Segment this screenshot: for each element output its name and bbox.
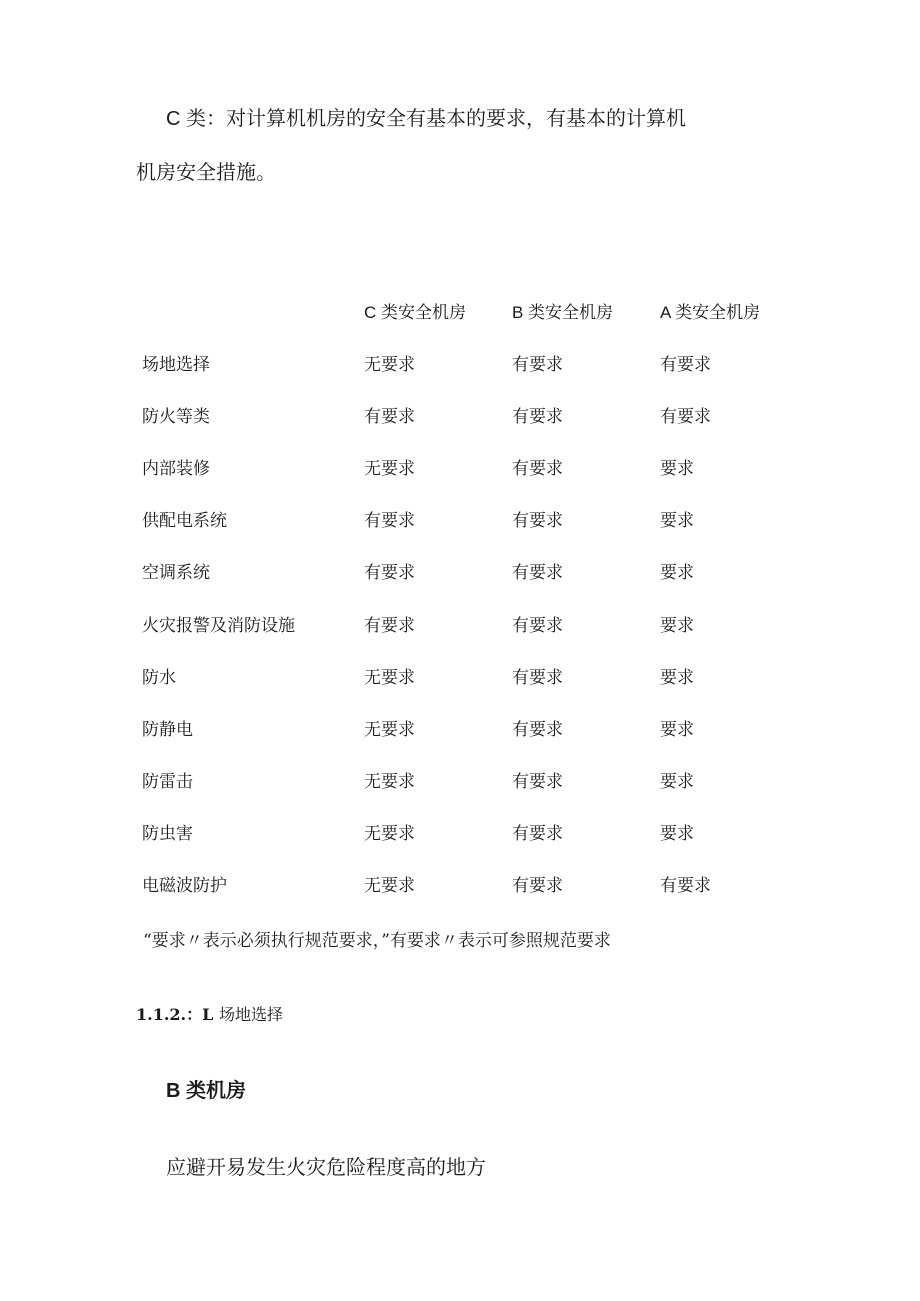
intro-line-1: C 类：对计算机机房的安全有基本的要求，有基本的计算机 bbox=[166, 108, 686, 130]
row-label: 防雷击 bbox=[142, 772, 193, 793]
row-label: 防火等类 bbox=[142, 406, 210, 427]
row-label: 电磁波防护 bbox=[142, 876, 227, 897]
table-header-cell bbox=[135, 284, 364, 336]
table-cell: 无要求 bbox=[364, 458, 415, 479]
intro-line-2: 机房安全措施。 bbox=[136, 162, 276, 184]
requirements-table bbox=[135, 284, 800, 910]
table-cell: 有要求 bbox=[512, 667, 563, 688]
table-row bbox=[135, 806, 800, 858]
row-label: 火灾报警及消防设施 bbox=[142, 615, 295, 636]
table-row bbox=[135, 754, 800, 806]
table-row bbox=[135, 701, 800, 753]
table-cell: 要求 bbox=[660, 667, 694, 688]
section-heading bbox=[136, 1002, 283, 1025]
table-row bbox=[135, 597, 800, 649]
table-header-row bbox=[135, 284, 800, 336]
table-cell: 要求 bbox=[660, 772, 694, 793]
table-cell: 有要求 bbox=[660, 354, 711, 375]
intro-paragraph bbox=[136, 92, 756, 200]
table-cell: 有要求 bbox=[512, 772, 563, 793]
table-cell: 有要求 bbox=[364, 511, 415, 532]
table-cell: 有要求 bbox=[660, 406, 711, 427]
row-label: 防静电 bbox=[142, 719, 193, 740]
table-cell: 有要求 bbox=[660, 876, 711, 897]
table-cell: 有要求 bbox=[512, 511, 563, 532]
table-cell: 有要求 bbox=[512, 406, 563, 427]
table-cell: 要求 bbox=[660, 824, 694, 845]
table-cell: 有要求 bbox=[512, 615, 563, 636]
table-cell: 有要求 bbox=[364, 615, 415, 636]
table-header-cell: C 类安全机房 bbox=[364, 302, 466, 322]
table-row bbox=[135, 545, 800, 597]
table-cell: 无要求 bbox=[364, 667, 415, 688]
table-row bbox=[135, 440, 800, 492]
row-label: 防虫害 bbox=[142, 824, 193, 845]
table-cell: 无要求 bbox=[364, 354, 415, 375]
row-label: 场地选择 bbox=[142, 354, 210, 375]
table-cell: 有要求 bbox=[512, 719, 563, 740]
table-row bbox=[135, 493, 800, 545]
table-row bbox=[135, 649, 800, 701]
table-footnote: “要求〃表示必须执行规范要求，”有要求〃表示可参照规范要求 bbox=[143, 931, 611, 951]
table-header-cell: B 类安全机房 bbox=[512, 302, 614, 322]
table-cell: 要求 bbox=[660, 511, 694, 532]
table-cell: 有要求 bbox=[512, 354, 563, 375]
row-label: 防水 bbox=[142, 667, 176, 688]
table-row bbox=[135, 388, 800, 440]
subsection-heading: B 类机房 bbox=[166, 1080, 246, 1102]
table-cell: 无要求 bbox=[364, 876, 415, 897]
table-row bbox=[135, 858, 800, 910]
row-label: 内部装修 bbox=[142, 458, 210, 479]
row-label: 空调系统 bbox=[142, 563, 210, 584]
table-cell: 有要求 bbox=[512, 458, 563, 479]
section-number: 1.1.2.：L bbox=[136, 1005, 214, 1024]
table-row bbox=[135, 336, 800, 388]
table-cell: 要求 bbox=[660, 563, 694, 584]
body-paragraph: 应避开易发生火灾危险程度高的地方 bbox=[166, 1157, 486, 1179]
table-header-cell: A 类安全机房 bbox=[660, 302, 761, 322]
table-cell: 无要求 bbox=[364, 719, 415, 740]
table-cell: 无要求 bbox=[364, 824, 415, 845]
table-cell: 要求 bbox=[660, 719, 694, 740]
row-label: 供配电系统 bbox=[142, 511, 227, 532]
section-title: 场地选择 bbox=[218, 1005, 283, 1024]
table-cell: 有要求 bbox=[512, 824, 563, 845]
table-cell: 有要求 bbox=[364, 563, 415, 584]
table-cell: 要求 bbox=[660, 615, 694, 636]
table-cell: 无要求 bbox=[364, 772, 415, 793]
table-cell: 有要求 bbox=[512, 876, 563, 897]
table-cell: 有要求 bbox=[512, 563, 563, 584]
table-cell: 要求 bbox=[660, 458, 694, 479]
table-cell: 有要求 bbox=[364, 406, 415, 427]
